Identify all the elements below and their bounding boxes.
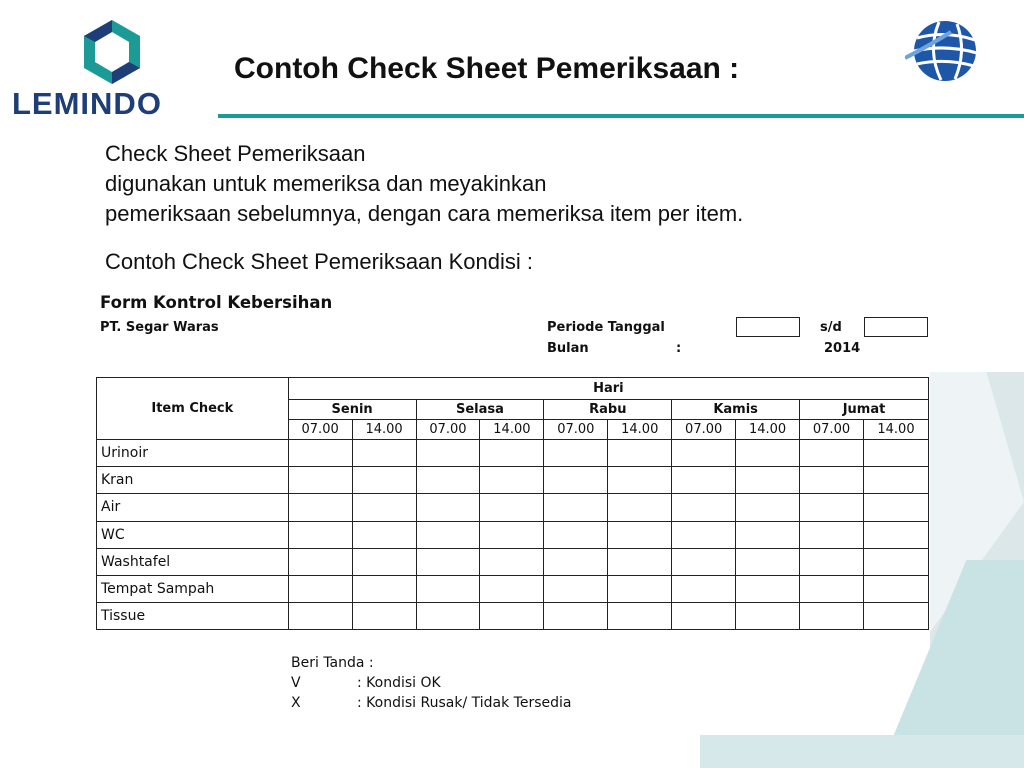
check-cell[interactable] (544, 575, 608, 602)
check-cell[interactable] (736, 603, 800, 630)
item-label: Tempat Sampah (97, 575, 289, 602)
time-cell: 14.00 (863, 420, 928, 440)
check-cell[interactable] (672, 575, 736, 602)
check-cell[interactable] (352, 575, 416, 602)
check-cell[interactable] (863, 603, 928, 630)
check-cell[interactable] (863, 521, 928, 548)
description-line: Check Sheet Pemeriksaan (105, 141, 366, 166)
description-line: digunakan untuk memeriksa dan meyakinkan (105, 171, 547, 196)
check-cell[interactable] (736, 575, 800, 602)
time-cell: 14.00 (736, 420, 800, 440)
check-cell[interactable] (672, 467, 736, 494)
check-cell[interactable] (736, 494, 800, 521)
item-label: Urinoir (97, 440, 289, 467)
item-label: Air (97, 494, 289, 521)
day-cell: Senin (288, 400, 416, 420)
check-cell[interactable] (480, 548, 544, 575)
description-line: pemeriksaan sebelumnya, dengan cara memeriksa item per item. (105, 201, 744, 226)
check-cell[interactable] (608, 521, 672, 548)
background-footer-band (700, 735, 1024, 768)
check-cell[interactable] (672, 494, 736, 521)
time-cell: 07.00 (544, 420, 608, 440)
check-cell[interactable] (416, 548, 480, 575)
check-cell[interactable] (288, 575, 352, 602)
table-row (97, 494, 929, 521)
day-cell: Selasa (416, 400, 544, 420)
time-cell: 14.00 (480, 420, 544, 440)
day-header: Hari (288, 378, 928, 400)
check-cell[interactable] (416, 521, 480, 548)
legend-title: Beri Tanda : (291, 655, 374, 671)
check-cell[interactable] (608, 603, 672, 630)
check-cell[interactable] (863, 440, 928, 467)
check-cell[interactable] (288, 467, 352, 494)
legend (291, 653, 571, 713)
legend-row-ok (291, 673, 571, 693)
check-cell[interactable] (544, 521, 608, 548)
check-cell[interactable] (544, 494, 608, 521)
page-title: Contoh Check Sheet Pemeriksaan : (234, 52, 740, 85)
time-cell: 07.00 (416, 420, 480, 440)
table-row (97, 575, 929, 602)
time-cell: 14.00 (608, 420, 672, 440)
check-cell[interactable] (416, 603, 480, 630)
day-cell: Jumat (800, 400, 929, 420)
check-cell[interactable] (544, 467, 608, 494)
check-cell[interactable] (800, 548, 864, 575)
logo-wordmark: LEMINDO (12, 86, 162, 121)
check-cell[interactable] (672, 440, 736, 467)
check-cell[interactable] (736, 467, 800, 494)
time-cell: 07.00 (288, 420, 352, 440)
item-label: Kran (97, 467, 289, 494)
check-cell[interactable] (480, 440, 544, 467)
check-cell[interactable] (736, 521, 800, 548)
item-label: WC (97, 521, 289, 548)
check-cell[interactable] (608, 575, 672, 602)
check-cell[interactable] (288, 494, 352, 521)
time-cell: 14.00 (352, 420, 416, 440)
check-cell[interactable] (608, 467, 672, 494)
check-cell[interactable] (416, 440, 480, 467)
check-cell[interactable] (416, 575, 480, 602)
period-end-field[interactable] (864, 317, 928, 337)
check-cell[interactable] (863, 548, 928, 575)
check-cell[interactable] (416, 494, 480, 521)
form-title: Form Kontrol Kebersihan (100, 293, 333, 312)
check-cell[interactable] (863, 494, 928, 521)
table-row (97, 521, 929, 548)
check-cell[interactable] (480, 521, 544, 548)
check-cell[interactable] (480, 494, 544, 521)
check-cell[interactable] (480, 603, 544, 630)
check-cell[interactable] (608, 548, 672, 575)
check-cell[interactable] (352, 603, 416, 630)
check-cell[interactable] (288, 521, 352, 548)
month-colon: : (676, 341, 682, 356)
check-cell[interactable] (672, 548, 736, 575)
time-cell: 07.00 (672, 420, 736, 440)
check-cell[interactable] (352, 494, 416, 521)
description (105, 139, 743, 229)
check-cell[interactable] (800, 575, 864, 602)
time-cell: 07.00 (800, 420, 864, 440)
check-cell[interactable] (863, 575, 928, 602)
check-cell[interactable] (288, 603, 352, 630)
period-start-field[interactable] (736, 317, 800, 337)
check-cell[interactable] (800, 440, 864, 467)
check-cell[interactable] (608, 494, 672, 521)
table-row (97, 548, 929, 575)
check-cell[interactable] (800, 521, 864, 548)
check-table (96, 377, 929, 630)
check-cell[interactable] (352, 548, 416, 575)
check-cell[interactable] (416, 467, 480, 494)
check-cell[interactable] (736, 548, 800, 575)
check-cell[interactable] (800, 467, 864, 494)
period-label: Periode Tanggal (547, 320, 665, 335)
period-separator: s/d (820, 320, 842, 335)
item-label: Tissue (97, 603, 289, 630)
check-cell[interactable] (672, 521, 736, 548)
subtitle: Contoh Check Sheet Pemeriksaan Kondisi : (105, 249, 534, 274)
legend-row-broken (291, 693, 571, 713)
legend-key: X (291, 695, 301, 711)
header-rule (218, 114, 1024, 118)
table-row (97, 467, 929, 494)
check-cell[interactable] (544, 603, 608, 630)
table-row (97, 603, 929, 630)
check-cell[interactable] (480, 575, 544, 602)
item-label: Washtafel (97, 548, 289, 575)
check-cell[interactable] (672, 603, 736, 630)
check-cell[interactable] (800, 494, 864, 521)
check-cell[interactable] (288, 440, 352, 467)
check-cell[interactable] (352, 467, 416, 494)
check-cell[interactable] (480, 467, 544, 494)
check-cell[interactable] (544, 548, 608, 575)
day-cell: Kamis (672, 400, 800, 420)
year-value: 2014 (824, 341, 861, 356)
item-check-header: Item Check (97, 378, 289, 440)
check-cell[interactable] (608, 440, 672, 467)
check-cell[interactable] (288, 548, 352, 575)
legend-desc: : Kondisi OK (357, 675, 441, 691)
check-cell[interactable] (736, 440, 800, 467)
legend-key: V (291, 675, 301, 691)
month-label: Bulan (547, 341, 589, 356)
check-cell[interactable] (352, 440, 416, 467)
check-cell[interactable] (863, 467, 928, 494)
day-cell: Rabu (544, 400, 672, 420)
company-name: PT. Segar Waras (100, 320, 219, 335)
check-cell[interactable] (800, 603, 864, 630)
globe-icon (905, 18, 979, 84)
table-row (97, 440, 929, 467)
check-cell[interactable] (352, 521, 416, 548)
check-cell[interactable] (544, 440, 608, 467)
legend-desc: : Kondisi Rusak/ Tidak Tersedia (357, 695, 572, 711)
